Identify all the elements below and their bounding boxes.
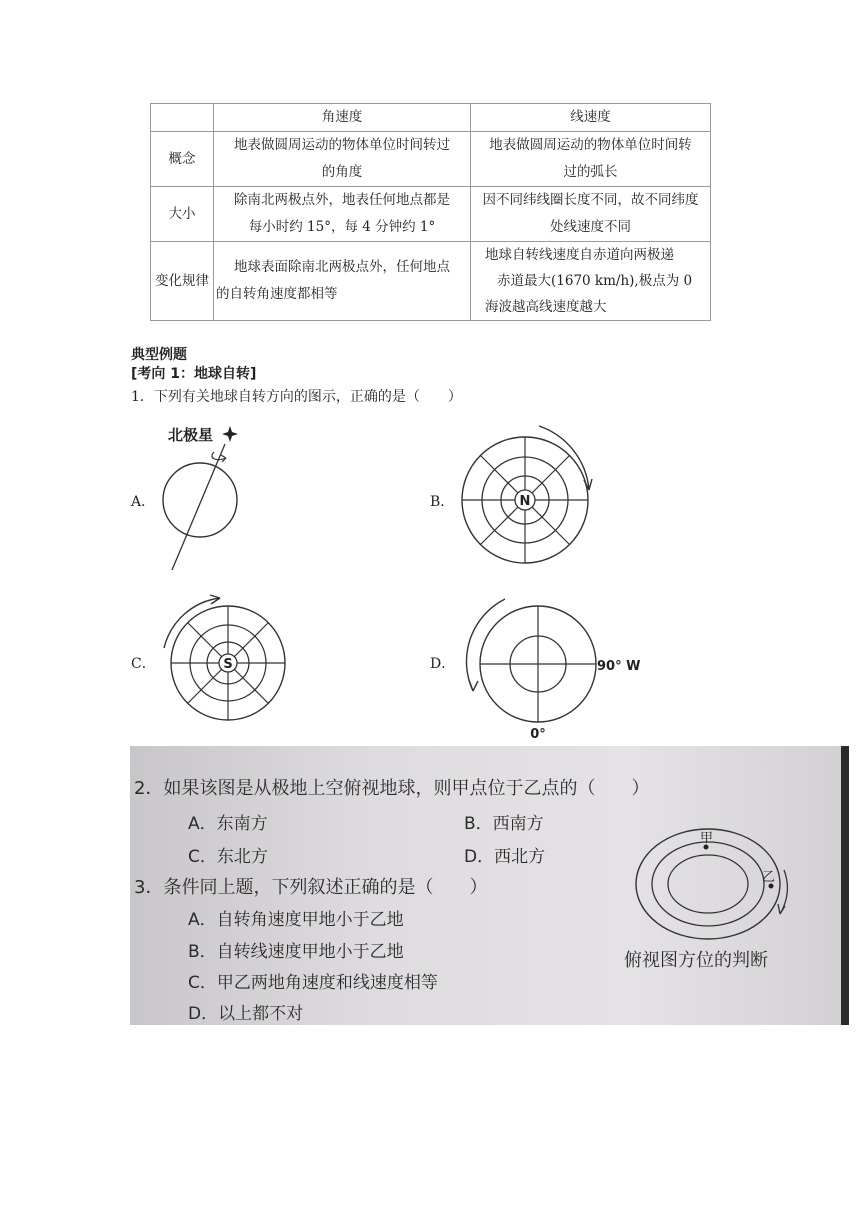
- q3-option-b: B．自转线速度甲地小于乙地: [188, 942, 404, 962]
- top-view-figure: [630, 826, 810, 966]
- option-b-label: B．: [430, 494, 455, 510]
- row-label: 变化规律: [151, 242, 214, 321]
- section-title: 典型例题: [131, 347, 187, 363]
- figure-caption: 俯视图方位的判断: [624, 950, 768, 971]
- figure-b: [455, 428, 605, 568]
- cell-line: 的角度: [321, 164, 363, 180]
- table-row: [151, 132, 711, 187]
- question-3-stem: 3．条件同上题，下列叙述正确的是（ ）: [134, 877, 488, 898]
- table-header-cell: 角速度: [214, 104, 471, 132]
- row-label: 概念: [151, 132, 214, 187]
- figure-a: [150, 418, 260, 578]
- polaris-label: 北极星: [168, 426, 214, 444]
- linear-cell: [471, 132, 711, 187]
- longitude-90w-label: 90° W: [597, 659, 641, 674]
- linear-cell: [471, 242, 711, 321]
- star-icon: [222, 426, 238, 442]
- cell-line: 因不同纬线圈长度不同，故不同纬度: [482, 192, 699, 208]
- table-row: [151, 242, 711, 321]
- q3-option-c: C．甲乙两地角速度和线速度相等: [188, 973, 438, 993]
- option-d-label: D．: [430, 656, 456, 672]
- south-pole-label: S: [223, 657, 233, 672]
- option-c-label: C．: [131, 656, 156, 672]
- angular-cell: [214, 187, 471, 242]
- question-1-stem: 1．下列有关地球自转方向的图示，正确的是（ ）: [131, 389, 462, 405]
- figure-c: [158, 600, 293, 725]
- cell-line: 赤道最大(1670 km/h),极点为 0: [497, 273, 693, 289]
- table-header-row: [151, 104, 711, 132]
- cell-line: 处线速度不同: [550, 219, 631, 235]
- q2-option-b: B．西南方: [464, 814, 544, 834]
- option-a-label: A．: [131, 494, 156, 510]
- q2-option-d: D．西北方: [464, 847, 546, 867]
- photo-excerpt: [130, 746, 849, 1025]
- q2-option-a: A．东南方: [188, 814, 268, 834]
- point-yi-label: 乙: [762, 870, 776, 885]
- topic-title: [考向 1：地球自转]: [131, 366, 257, 382]
- cell-line: 的自转角速度都相等: [216, 286, 338, 302]
- north-pole-label: N: [519, 494, 531, 509]
- table-header-cell: 线速度: [471, 104, 711, 132]
- comparison-table: [150, 103, 711, 321]
- question-2-stem: 2．如果该图是从极地上空俯视地球，则甲点位于乙点的（ ）: [134, 778, 650, 799]
- longitude-0-label: 0°: [530, 727, 546, 742]
- earth-circle: [163, 463, 237, 537]
- q3-option-a: A．自转角速度甲地小于乙地: [188, 910, 404, 930]
- linear-cell: [471, 187, 711, 242]
- cell-line: 除南北两极点外，地表任何地点都是: [234, 192, 450, 208]
- q2-option-c: C．东北方: [188, 847, 268, 867]
- figure-d: [455, 595, 655, 745]
- cell-line: 地球表面除南北两极点外，任何地点: [234, 259, 450, 275]
- photo-edge: [841, 746, 849, 1025]
- row-label: 大小: [151, 187, 214, 242]
- cell-line: 地球自转线速度自赤道向两极递: [485, 247, 674, 263]
- cell-line: 地表做圆周运动的物体单位时间转过: [234, 137, 450, 153]
- table-row: [151, 187, 711, 242]
- cell-line: 海波越高线速度越大: [485, 299, 607, 315]
- angular-cell: [214, 132, 471, 187]
- angular-cell: [214, 242, 471, 321]
- rotation-arrow-icon: [466, 599, 505, 691]
- cell-line: 每小时约 15°，每 4 分钟约 1°: [248, 219, 436, 235]
- cell-line: 地表做圆周运动的物体单位时间转: [489, 137, 692, 153]
- cell-line: 过的弧长: [563, 164, 618, 180]
- table-header-cell: [151, 104, 214, 132]
- q3-option-d: D．以上都不对: [188, 1004, 304, 1024]
- point-jia-label: 甲: [700, 831, 714, 846]
- rotation-arrow-icon: [164, 598, 220, 648]
